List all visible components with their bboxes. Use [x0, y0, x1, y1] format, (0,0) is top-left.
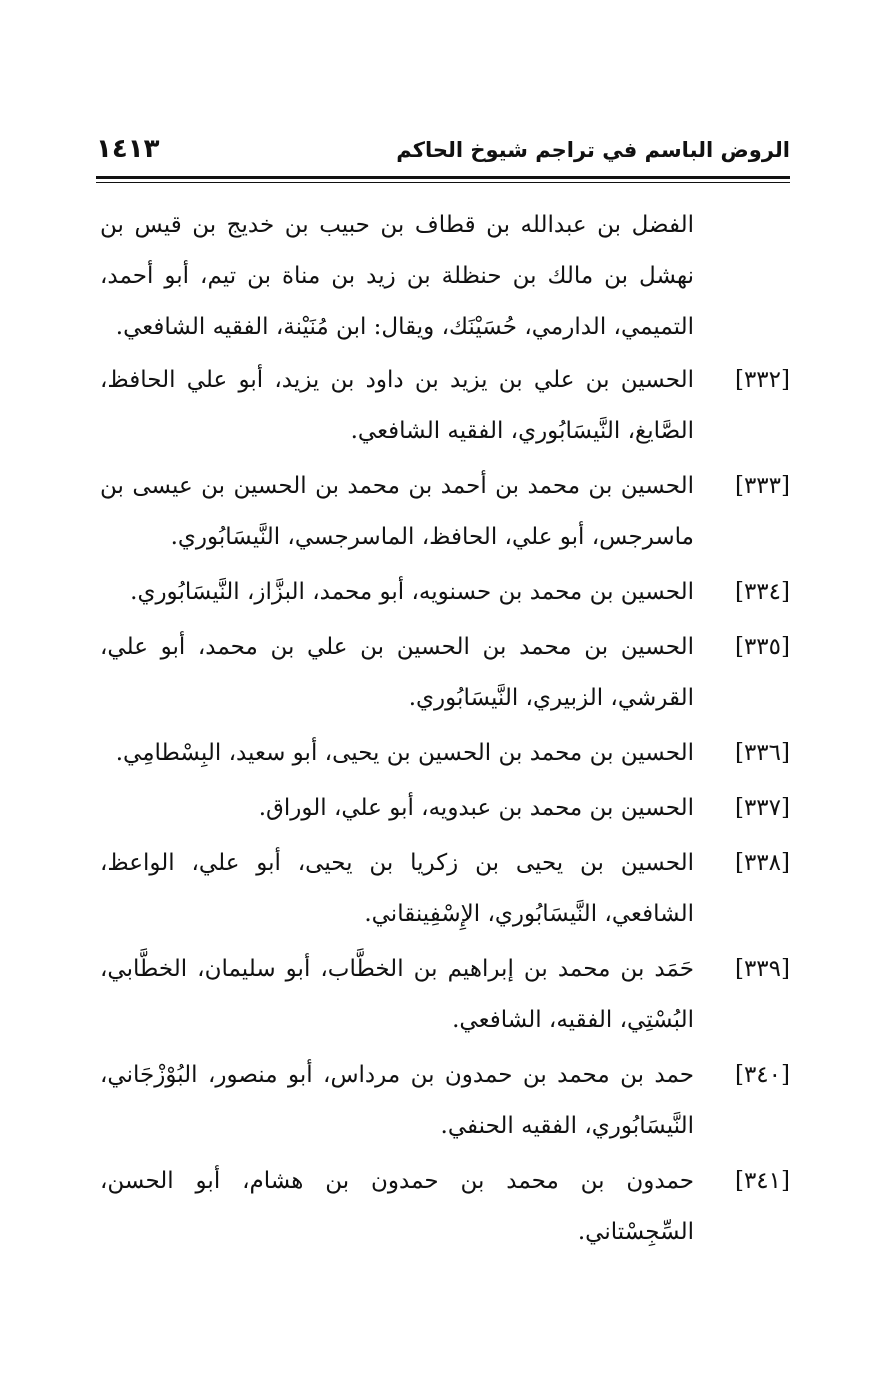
- entry-text: الحسين بن يحيى بن زكريا بن يحيى، أبو علي، الواعظ، الشافعي، النَّيسَابُوري، الإِسْفِينقاني.: [100, 850, 694, 927]
- entry-text: الحسين بن محمد بن أحمد بن محمد بن الحسين بن عيسى بن ماسرجس، أبو علي، الحافظ، الماسرجسي، النَّيسَابُوري.: [100, 473, 694, 550]
- entry-number: [٣٣٦]: [734, 740, 790, 766]
- entry-number: [٣٤٠]: [734, 1062, 790, 1088]
- entry-text: الحسين بن محمد بن الحسين بن علي بن محمد، أبو علي، القرشي، الزبيري، النَّيسَابُوري.: [100, 634, 694, 711]
- entry-text: حَمَد بن محمد بن إبراهيم بن الخطَّاب، أبو سليمان، الخطَّابي، البُسْتِي، الفقيه، الشافعي.: [100, 956, 694, 1033]
- entry-333: [100, 461, 790, 563]
- entry-337: [100, 783, 790, 834]
- entry-text: الحسين بن علي بن يزيد بن داود بن يزيد، أبو علي الحافظ، الصَّايغ، النَّيسَابُوري، الفقيه الشافعي.: [100, 367, 694, 444]
- entry-number: [٣٣٨]: [734, 850, 790, 876]
- entry-339: [100, 944, 790, 1046]
- entry-336: [100, 728, 790, 779]
- page-number: ١٤١٣: [96, 134, 160, 164]
- entry-text: الحسين بن محمد بن عبدويه، أبو علي، الوراق.: [258, 795, 694, 821]
- entry-334: [100, 567, 790, 618]
- entry-340: [100, 1050, 790, 1152]
- page-header: [96, 132, 790, 176]
- entry-number: [٣٣٧]: [734, 795, 790, 821]
- entry-335: [100, 622, 790, 724]
- entry-number: [٣٣٤]: [734, 579, 790, 605]
- entry-number: [٣٣٣]: [734, 473, 790, 499]
- running-title: الروض الباسم في تراجم شيوخ الحاكم: [396, 138, 790, 162]
- header-rule-thick: [96, 176, 790, 179]
- entry-text: الحسين بن محمد بن حسنويه، أبو محمد، البزَّاز، النَّيسَابُوري.: [130, 579, 694, 605]
- entry-text: الحسين بن محمد بن الحسين بن يحيى، أبو سعيد، البِسْطامِي.: [115, 740, 694, 766]
- entry-number: [٣٣٢]: [734, 367, 790, 393]
- header-rule-thin: [96, 182, 790, 183]
- entry-332: [100, 355, 790, 457]
- entry-text: حمدون بن محمد بن حمدون بن هشام، أبو الحسن، السِّجِسْتاني.: [100, 1168, 694, 1245]
- entry-number: [٣٤١]: [734, 1168, 790, 1194]
- entry-341: [100, 1156, 790, 1258]
- entry-number: [٣٣٩]: [734, 956, 790, 982]
- entry-number: [٣٣٥]: [734, 634, 790, 660]
- entry-338: [100, 838, 790, 940]
- entry-text: حمد بن محمد بن حمدون بن مرداس، أبو منصور، البُوْزْجَاني، النَّيسَابُوري، الفقيه الحنفي.: [100, 1062, 694, 1139]
- page-body: [100, 200, 790, 1258]
- continuation-paragraph: الفضل بن عبدالله بن قطاف بن حبيب بن خديج بن قيس بن نهشل بن مالك بن حنظلة بن زيد بن مناة بن تيم، أبو أحمد، التميمي، الدارمي، حُسَيْنَك، ويقال: ابن مُنَيْنة، الفقيه الشافعي.: [100, 212, 694, 340]
